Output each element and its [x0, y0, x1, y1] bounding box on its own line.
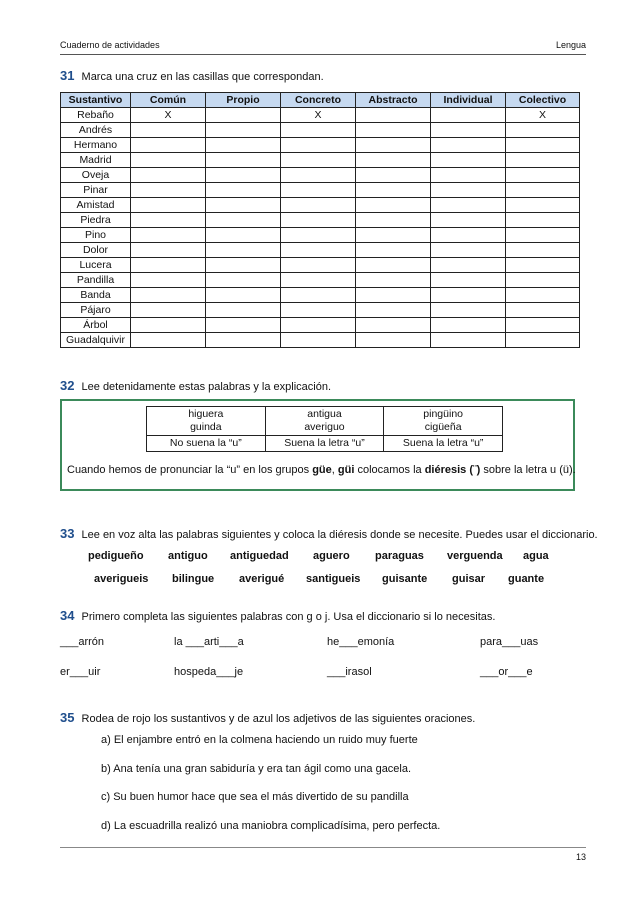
mark-cell[interactable]: X	[506, 108, 580, 123]
mark-cell[interactable]	[281, 213, 356, 228]
mark-cell[interactable]	[356, 318, 431, 333]
mark-cell[interactable]	[356, 288, 431, 303]
mark-cell[interactable]	[431, 108, 506, 123]
mark-cell[interactable]	[281, 288, 356, 303]
word: antiguo	[168, 550, 208, 562]
noun-cell: Dolor	[61, 243, 131, 258]
mark-cell[interactable]	[431, 198, 506, 213]
mark-cell[interactable]	[206, 198, 281, 213]
table-row	[61, 228, 580, 243]
noun-cell: Rebaño	[61, 108, 131, 123]
mark-cell[interactable]	[506, 243, 580, 258]
header-divider	[60, 54, 586, 55]
ex35-heading	[60, 710, 475, 725]
mark-cell[interactable]	[281, 183, 356, 198]
mark-cell[interactable]	[206, 258, 281, 273]
mark-cell[interactable]	[506, 183, 580, 198]
mark-cell[interactable]	[431, 213, 506, 228]
word: paraguas	[375, 550, 424, 562]
mark-cell[interactable]	[431, 228, 506, 243]
ex34-instruction: Primero completa las siguientes palabras con g o j. Usa el diccionario si lo necesitas.	[81, 611, 496, 623]
ex34-number: 34	[60, 608, 75, 623]
noun-cell: Guadalquivir	[61, 333, 131, 348]
word: bilingue	[172, 573, 215, 585]
mark-cell[interactable]	[281, 243, 356, 258]
noun-cell: Oveja	[61, 168, 131, 183]
header-left: Cuaderno de actividades	[60, 40, 160, 50]
mark-cell[interactable]	[356, 273, 431, 288]
mark-cell[interactable]	[131, 333, 206, 348]
mark-cell[interactable]	[206, 108, 281, 123]
fill-word: ___irasol	[327, 666, 372, 678]
mark-cell[interactable]	[281, 318, 356, 333]
mark-cell[interactable]	[506, 318, 580, 333]
ex35-instruction: Rodea de rojo los sustantivos y de azul los adjetivos de las siguientes oraciones.	[81, 713, 476, 725]
ex31-header-row	[61, 93, 580, 108]
col-header: Colectivo	[506, 93, 580, 108]
mark-cell[interactable]	[281, 198, 356, 213]
table-row	[61, 303, 580, 318]
mark-cell[interactable]	[506, 153, 580, 168]
mark-cell[interactable]	[131, 198, 206, 213]
ex31-number: 31	[60, 68, 75, 83]
ex32-cell: higuera guinda	[147, 407, 266, 436]
mark-cell[interactable]	[506, 168, 580, 183]
ex31-instruction: Marca una cruz en las casillas que correspondan.	[81, 71, 324, 83]
table-row	[61, 288, 580, 303]
mark-cell[interactable]	[131, 138, 206, 153]
mark-cell[interactable]	[281, 168, 356, 183]
word: guante	[508, 573, 545, 585]
mark-cell[interactable]	[131, 213, 206, 228]
table-row	[61, 123, 580, 138]
ex34-heading	[60, 608, 495, 623]
ex32-note: Suena la letra “u”	[384, 436, 503, 452]
sentence: d) La escuadrilla realizó una maniobra complicadísima, pero perfecta.	[101, 820, 441, 832]
fill-word: he___emonía	[327, 636, 395, 648]
mark-cell[interactable]	[206, 228, 281, 243]
mark-cell[interactable]	[356, 258, 431, 273]
mark-cell[interactable]	[131, 258, 206, 273]
noun-cell: Hermano	[61, 138, 131, 153]
mark-cell[interactable]	[131, 303, 206, 318]
mark-cell[interactable]	[431, 123, 506, 138]
ex32-box	[60, 399, 575, 491]
ex35-number: 35	[60, 710, 75, 725]
mark-cell[interactable]	[356, 168, 431, 183]
col-header: Abstracto	[356, 93, 431, 108]
mark-cell[interactable]	[281, 228, 356, 243]
word: aguero	[313, 550, 350, 562]
table-row	[61, 318, 580, 333]
mark-cell[interactable]	[431, 138, 506, 153]
mark-cell[interactable]	[506, 288, 580, 303]
noun-cell: Pájaro	[61, 303, 131, 318]
mark-cell[interactable]	[431, 258, 506, 273]
mark-cell[interactable]	[281, 333, 356, 348]
mark-cell[interactable]	[131, 168, 206, 183]
mark-cell[interactable]	[431, 168, 506, 183]
word: averigueis	[94, 573, 149, 585]
mark-cell[interactable]	[356, 138, 431, 153]
col-header: Concreto	[281, 93, 356, 108]
table-row	[61, 168, 580, 183]
page-number: 13	[575, 852, 586, 862]
mark-cell[interactable]	[356, 153, 431, 168]
mark-cell[interactable]	[206, 168, 281, 183]
ex32-cell: antigua averiguo	[265, 407, 384, 436]
mark-cell[interactable]	[506, 123, 580, 138]
noun-cell: Pinar	[61, 183, 131, 198]
mark-cell[interactable]	[206, 273, 281, 288]
mark-cell[interactable]	[431, 243, 506, 258]
fill-word: er___uir	[60, 666, 101, 678]
ex32-note: No suena la “u”	[147, 436, 266, 452]
table-row	[61, 273, 580, 288]
ex33-number: 33	[60, 526, 75, 541]
noun-cell: Pino	[61, 228, 131, 243]
table-row	[61, 213, 580, 228]
mark-cell[interactable]	[131, 228, 206, 243]
mark-cell[interactable]	[131, 123, 206, 138]
word: guisar	[452, 573, 486, 585]
mark-cell[interactable]	[356, 108, 431, 123]
noun-cell: Árbol	[61, 318, 131, 333]
word: santigueis	[306, 573, 361, 585]
ex32-instruction: Lee detenidamente estas palabras y la explicación.	[81, 381, 332, 393]
noun-cell: Amistad	[61, 198, 131, 213]
word: antiguedad	[230, 550, 289, 562]
mark-cell[interactable]	[206, 318, 281, 333]
ex31-table	[60, 92, 580, 348]
mark-cell[interactable]	[206, 288, 281, 303]
col-header: Individual	[431, 93, 506, 108]
mark-cell[interactable]: X	[131, 108, 206, 123]
mark-cell[interactable]	[131, 243, 206, 258]
mark-cell[interactable]	[281, 138, 356, 153]
word: averigué	[239, 573, 285, 585]
fill-word: la ___arti___a	[174, 636, 244, 648]
mark-cell[interactable]	[131, 183, 206, 198]
mark-cell[interactable]	[206, 303, 281, 318]
mark-cell[interactable]	[356, 243, 431, 258]
ex32-note: Suena la letra “u”	[265, 436, 384, 452]
noun-cell: Pandilla	[61, 273, 131, 288]
noun-cell: Banda	[61, 288, 131, 303]
mark-cell[interactable]	[131, 273, 206, 288]
word: guisante	[382, 573, 428, 585]
mark-cell[interactable]	[431, 183, 506, 198]
mark-cell[interactable]	[356, 183, 431, 198]
table-row	[61, 183, 580, 198]
ex32-cell: pingüino cigüeña	[384, 407, 503, 436]
word: agua	[523, 550, 549, 562]
table-row	[61, 108, 580, 123]
mark-cell[interactable]	[431, 153, 506, 168]
mark-cell[interactable]	[356, 123, 431, 138]
table-row	[61, 138, 580, 153]
ex33-heading	[60, 526, 598, 541]
ex32-heading	[60, 378, 331, 393]
sentence: b) Ana tenía una gran sabiduría y era tan ágil como una gacela.	[101, 763, 412, 775]
mark-cell[interactable]	[206, 123, 281, 138]
noun-cell: Andrés	[61, 123, 131, 138]
mark-cell[interactable]	[206, 213, 281, 228]
mark-cell[interactable]	[131, 153, 206, 168]
mark-cell[interactable]	[281, 123, 356, 138]
sentence: c) Su buen humor hace que sea el más divertido de su pandilla	[101, 791, 409, 803]
mark-cell[interactable]	[506, 213, 580, 228]
mark-cell[interactable]	[506, 228, 580, 243]
mark-cell[interactable]	[506, 333, 580, 348]
mark-cell[interactable]	[281, 303, 356, 318]
mark-cell[interactable]	[356, 198, 431, 213]
header-right: Lengua	[555, 40, 586, 50]
table-row	[61, 258, 580, 273]
col-header: Común	[131, 93, 206, 108]
word: verguenda	[447, 550, 503, 562]
mark-cell[interactable]	[506, 273, 580, 288]
mark-cell[interactable]	[206, 138, 281, 153]
mark-cell[interactable]	[356, 303, 431, 318]
mark-cell[interactable]	[431, 303, 506, 318]
mark-cell[interactable]	[431, 273, 506, 288]
ex32-table	[146, 406, 503, 452]
sentence: a) El enjambre entró en la colmena haciendo un ruido muy fuerte	[101, 734, 418, 746]
mark-cell[interactable]	[206, 153, 281, 168]
footer-divider	[60, 847, 586, 848]
mark-cell[interactable]	[506, 303, 580, 318]
table-row	[61, 198, 580, 213]
mark-cell[interactable]	[206, 243, 281, 258]
mark-cell[interactable]	[356, 228, 431, 243]
table-row	[61, 243, 580, 258]
col-header: Propio	[206, 93, 281, 108]
noun-cell: Madrid	[61, 153, 131, 168]
col-header: Sustantivo	[61, 93, 131, 108]
mark-cell[interactable]	[281, 258, 356, 273]
fill-word: ___or___e	[480, 666, 533, 678]
mark-cell[interactable]	[431, 318, 506, 333]
mark-cell[interactable]	[131, 288, 206, 303]
mark-cell[interactable]	[431, 333, 506, 348]
word: pedigueño	[88, 550, 144, 562]
table-row	[61, 153, 580, 168]
mark-cell[interactable]	[281, 273, 356, 288]
mark-cell[interactable]	[356, 333, 431, 348]
mark-cell[interactable]	[431, 288, 506, 303]
mark-cell[interactable]	[506, 138, 580, 153]
mark-cell[interactable]	[206, 183, 281, 198]
ex32-rule: Cuando hemos de pronunciar la “u” en los grupos güe, güi colocamos la diéresis (¨) sobre la letra u (ü).	[67, 464, 576, 476]
mark-cell[interactable]	[356, 213, 431, 228]
mark-cell[interactable]	[506, 198, 580, 213]
fill-word: para___uas	[480, 636, 539, 648]
ex33-instruction: Lee en voz alta las palabras siguientes y coloca la diéresis donde se necesite. Puedes usar el diccionario.	[81, 529, 598, 541]
ex32-number: 32	[60, 378, 75, 393]
table-row	[61, 333, 580, 348]
fill-word: ___arrón	[60, 636, 105, 648]
mark-cell[interactable]	[131, 318, 206, 333]
ex31-heading	[60, 68, 324, 83]
noun-cell: Piedra	[61, 213, 131, 228]
mark-cell[interactable]	[506, 258, 580, 273]
mark-cell[interactable]	[206, 333, 281, 348]
mark-cell[interactable]	[281, 153, 356, 168]
mark-cell[interactable]: X	[281, 108, 356, 123]
fill-word: hospeda___je	[174, 666, 244, 678]
noun-cell: Lucera	[61, 258, 131, 273]
